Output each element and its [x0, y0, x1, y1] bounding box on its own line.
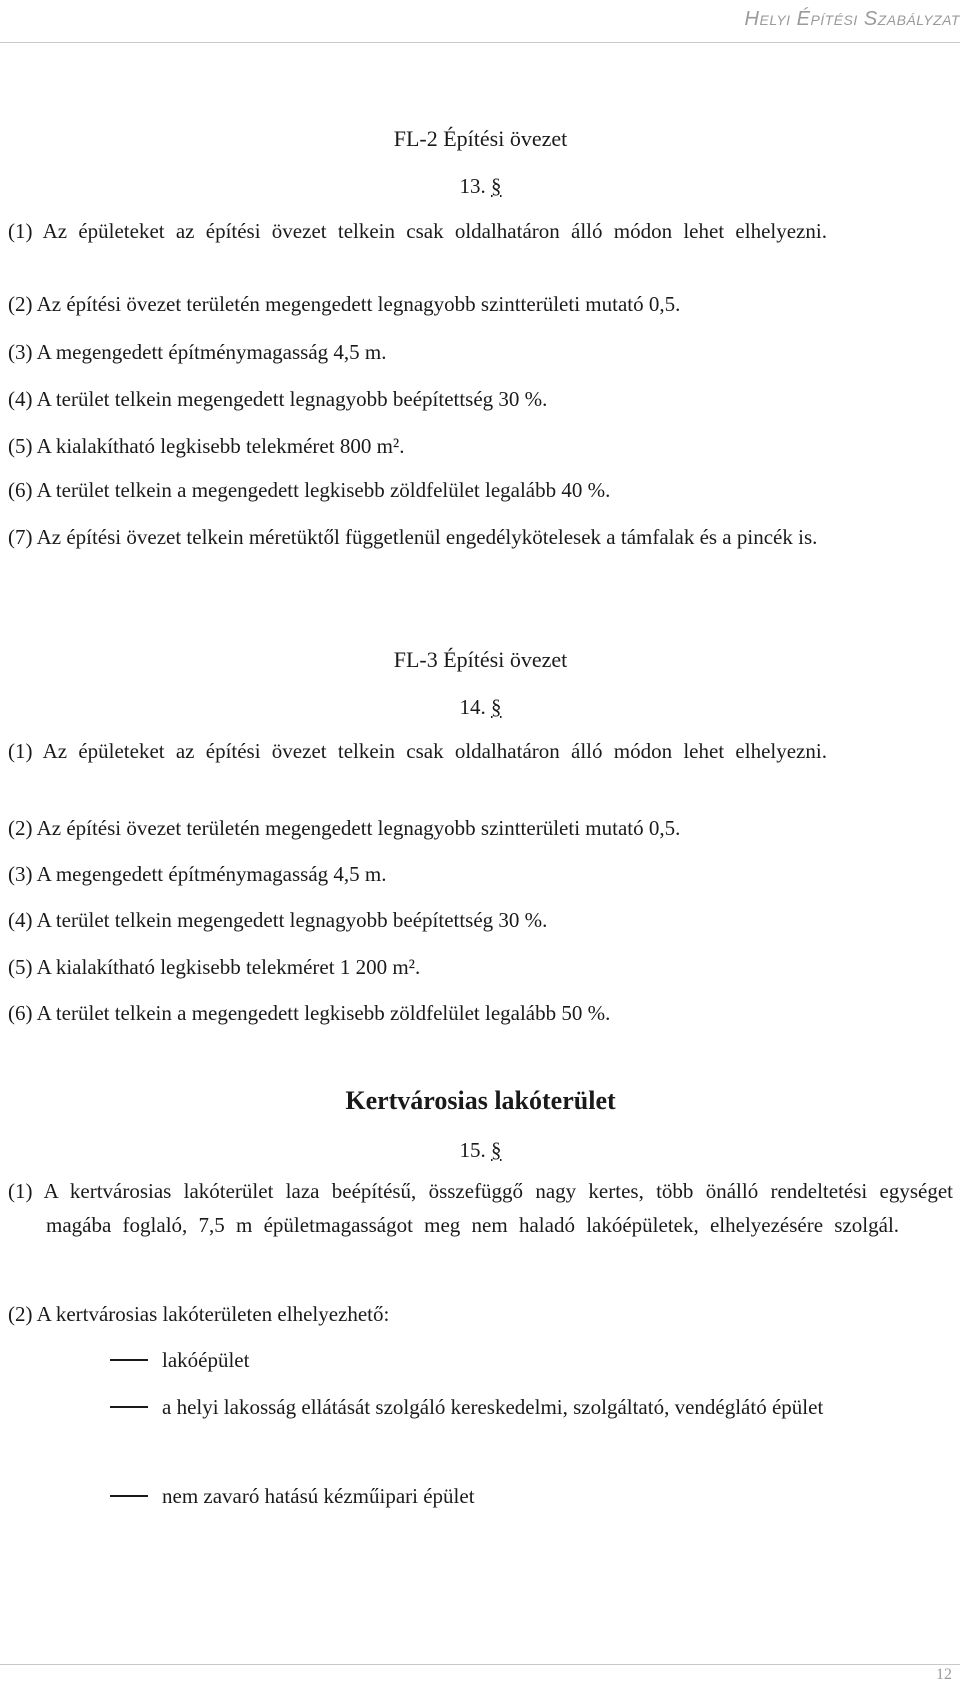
header-title: Helyi Építési Szabályzat [744, 8, 960, 30]
section-sign: § [491, 1138, 502, 1162]
s13-paragraph-4: (4) A terület telkein megengedett legnagyobb beépítettség 30 %. [8, 387, 548, 411]
s14-paragraph-2: (2) Az építési övezet területén megengedett legnagyobb szintterületi mutató 0,5. [8, 816, 681, 840]
section-14-number: 14. § [459, 695, 502, 719]
s13-paragraph-3: (3) A megengedett építménymagasság 4,5 m. [8, 340, 387, 364]
list-item-text: a helyi lakosság ellátását szolgáló kereskedelmi, szolgáltató, vendéglátó épület [162, 1395, 824, 1419]
page-header [0, 2, 960, 43]
section-14-title: FL-3 Építési övezet [393, 647, 568, 672]
section-15-heading: Kertvárosias lakóterület [345, 1086, 616, 1115]
page-number: 12 [936, 1666, 952, 1683]
s15-paragraph-2: (2) A kertvárosias lakóterületen elhelyezhető: [8, 1302, 390, 1326]
s13-paragraph-5: (5) A kialakítható legkisebb telekméret 800 m². [8, 434, 405, 458]
s13-paragraph-1: (1) Az épületeket az építési övezet telkein csak oldalhatáron álló módon lehet elhelyezni. [8, 219, 827, 243]
section-sign: § [491, 174, 502, 198]
s13-paragraph-2: (2) Az építési övezet területén megengedett legnagyobb szintterületi mutató 0,5. [8, 292, 681, 316]
section-sign: § [491, 695, 502, 719]
list-item-text: nem zavaró hatású kézműipari épület [162, 1484, 475, 1508]
s14-paragraph-1: (1) Az épületeket az építési övezet telkein csak oldalhatáron álló módon lehet elhelyezni. [8, 739, 827, 763]
section-15-number: 15. § [459, 1138, 502, 1162]
section-13-number: 13. § [459, 174, 502, 198]
s14-paragraph-6: (6) A terület telkein a megengedett legkisebb zöldfelület legalább 50 %. [8, 1001, 611, 1025]
s14-paragraph-3: (3) A megengedett építménymagasság 4,5 m. [8, 862, 387, 886]
dash-bullet [110, 1359, 148, 1361]
dash-bullet [110, 1406, 148, 1408]
s13-paragraph-6: (6) A terület telkein a megengedett legkisebb zöldfelület legalább 40 %. [8, 478, 611, 502]
section-13-title: FL-2 Építési övezet [393, 126, 568, 151]
s14-paragraph-4: (4) A terület telkein megengedett legnagyobb beépítettség 30 %. [8, 908, 548, 932]
s13-paragraph-7: (7) Az építési övezet telkein méretüktől függetlenül engedélykötelesek a támfalak és a pincék is. [8, 525, 818, 549]
list-item-text: lakóépület [162, 1348, 250, 1372]
s15-paragraph-1: (1) A kertvárosias lakóterület laza beépítésű, összefüggő nagy kertes, több önálló rendeltetési egységet magába foglaló, 7,5 m épületmagasságot meg nem haladó lakóépületek, elhelyezésére szolgál. [8, 1179, 953, 1237]
dash-bullet [110, 1495, 148, 1497]
footer-rule [0, 1664, 960, 1665]
s14-paragraph-5: (5) A kialakítható legkisebb telekméret 1 200 m². [8, 955, 421, 979]
